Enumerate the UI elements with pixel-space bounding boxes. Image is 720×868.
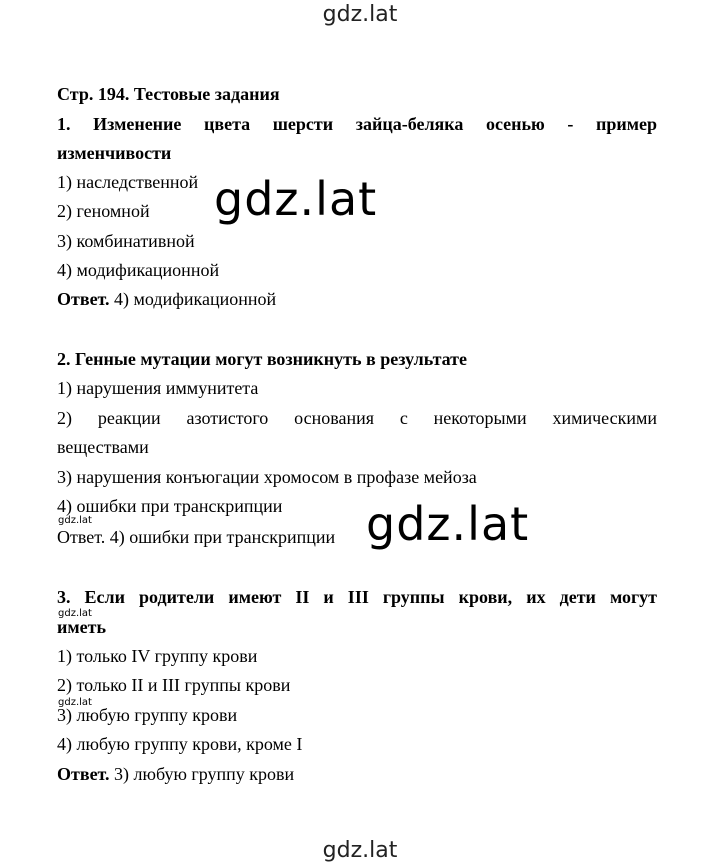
- watermark-header: gdz.lat: [322, 2, 398, 27]
- question-2-option-2-cont: веществами: [57, 437, 149, 457]
- question-2-option-1: 1) нарушения иммунитета: [57, 378, 259, 398]
- question-2-option-4: 4) ошибки при транскрипции: [57, 496, 283, 516]
- question-1-option-3: 3) комбинативной: [57, 231, 195, 251]
- question-3-text-cont: иметь: [57, 617, 106, 637]
- answer-label: Ответ.: [57, 527, 106, 547]
- watermark-large-1: gdz.lat: [214, 172, 378, 226]
- watermark-footer: gdz.lat: [322, 838, 398, 863]
- question-3-text: 3. Если родители имеют II и III группы крови, их дети могут: [57, 587, 657, 607]
- question-1-option-1: 1) наследственной: [57, 172, 199, 192]
- question-1-option-2: 2) геномной: [57, 201, 150, 221]
- watermark-small-1: gdz.lat: [58, 515, 92, 526]
- question-1-text-cont: изменчивости: [57, 143, 172, 163]
- question-3-answer: [57, 763, 657, 785]
- watermark-small-2: gdz.lat: [58, 608, 92, 619]
- question-1-option-4: 4) модификационной: [57, 260, 220, 280]
- question-3-option-4: 4) любую группу крови, кроме I: [57, 734, 303, 754]
- question-3-option-3: 3) любую группу крови: [57, 705, 238, 725]
- answer-text: 3) любую группу крови: [109, 764, 295, 784]
- watermark-large-2: gdz.lat: [366, 497, 530, 551]
- page-title: Стр. 194. Тестовые задания: [57, 84, 280, 104]
- question-1-answer: [57, 288, 657, 310]
- question-2-answer: [57, 526, 657, 548]
- question-3-option-1: 1) только IV группу крови: [57, 646, 258, 666]
- question-3-option-2: 2) только II и III группы крови: [57, 675, 291, 695]
- question-2-option-3: 3) нарушения конъюгации хромосом в профазе мейоза: [57, 467, 477, 487]
- answer-text: 4) ошибки при транскрипции: [105, 527, 336, 547]
- answer-label: Ответ.: [57, 764, 110, 784]
- watermark-small-3: gdz.lat: [58, 697, 92, 708]
- question-2-text: 2. Генные мутации могут возникнуть в результате: [57, 349, 467, 369]
- question-2-option-2: 2) реакции азотистого основания с некоторыми химическими: [57, 408, 657, 428]
- answer-text: 4) модификационной: [109, 289, 277, 309]
- question-1-text: 1. Изменение цвета шерсти зайца-беляка осенью - пример: [57, 114, 657, 134]
- answer-label: Ответ.: [57, 289, 110, 309]
